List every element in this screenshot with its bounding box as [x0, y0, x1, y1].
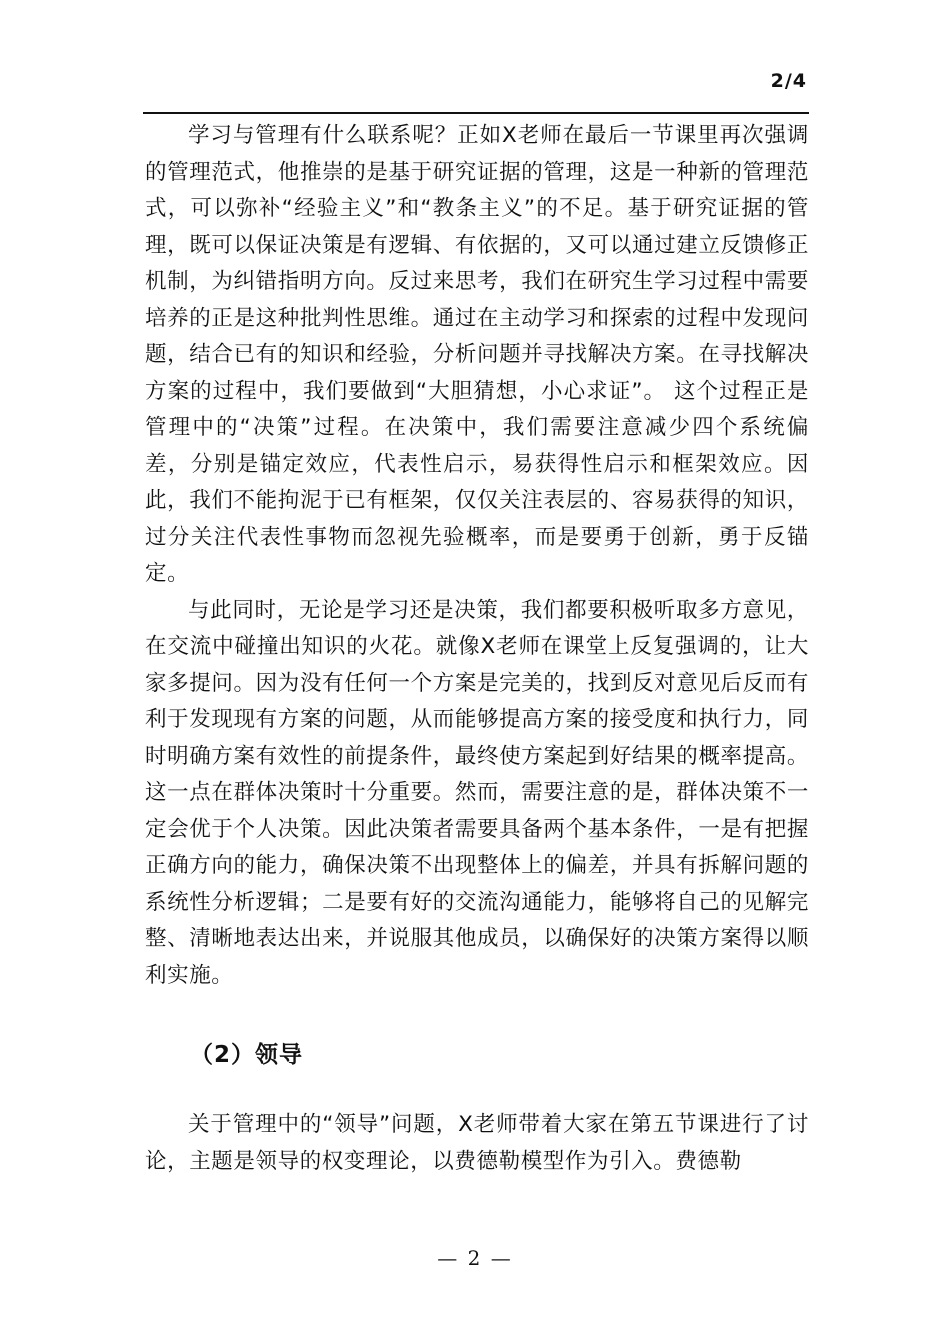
- document-body: [145, 118, 809, 1180]
- section-heading: （2）领导: [190, 1042, 304, 1068]
- header-divider: [143, 112, 809, 114]
- body-paragraph: 与此同时，无论是学习还是决策，我们都要积极听取多方意见，在交流中碰撞出知识的火花。就像X老师在课堂上反复强调的，让大家多提问。因为没有任何一个方案是完美的，找到反对意见后反而有利于发现现有方案的问题，从而能够提高方案的接受度和执行力，同时明确方案有效性的前提条件，最终使方案起到好结果的概率提高。这一点在群体决策时十分重要。然而，需要注意的是，群体决策不一定会优于个人决策。因此决策者需要具备两个基本条件，一是有把握正确方向的能力，确保决策不出现整体上的偏差，并具有拆解问题的系统性分析逻辑；二是要有好的交流沟通能力，能够将自己的见解完整、清晰地表达出来，并说服其他成员，以确保好的决策方案得以顺利实施。: [145, 597, 809, 988]
- body-paragraph: 学习与管理有什么联系呢？正如X老师在最后一节课里再次强调的管理范式，他推崇的是基于研究证据的管理，这是一种新的管理范式，可以弥补“经验主义”和“教条主义”的不足。基于研究证据的管理，既可以保证决策是有逻辑、有依据的，又可以通过建立反馈修正机制，为纠错指明方向。反过来思考，我们在研究生学习过程中需要培养的正是这种批判性思维。通过在主动学习和探索的过程中发现问题，结合已有的知识和经验，分析问题并寻找解决方案。在寻找解决方案的过程中，我们要做到“大胆猜想，小心求证”。 这个过程正是管理中的“决策”过程。在决策中，我们需要注意减少四个系统偏差，分别是锚定效应，代表性启示，易获得性启示和框架效应。因此，我们不能拘泥于已有框架，仅仅关注表层的、容易获得的知识，过分关注代表性事物而忽视先验概率，而是要勇于创新，勇于反锚定。: [145, 123, 809, 586]
- body-paragraph: 关于管理中的“领导”问题，X老师带着大家在第五节课进行了讨论，主题是领导的权变理论，以费德勒模型作为引入。费德勒: [145, 1112, 809, 1174]
- page-counter: 2/4: [770, 70, 807, 92]
- footer-page-number: — 2 —: [437, 1246, 513, 1270]
